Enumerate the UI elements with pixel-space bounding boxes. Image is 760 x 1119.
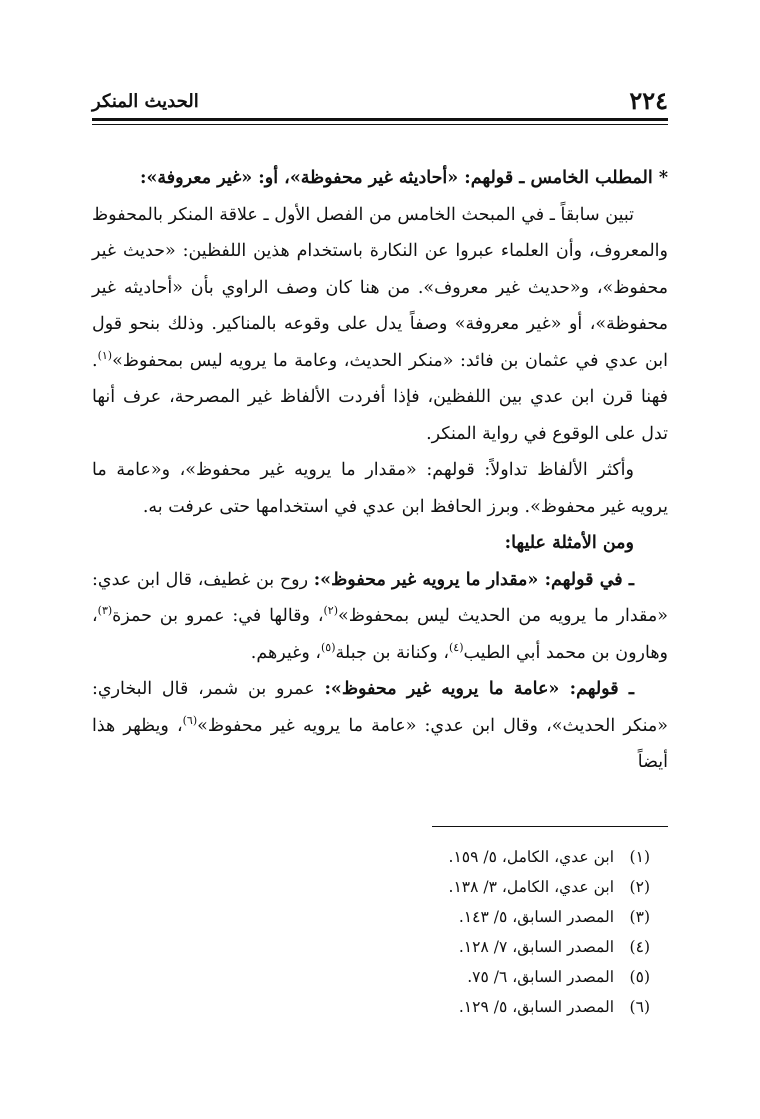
paragraph-1-text: تبين سابقاً ـ في المبحث الخامس من الفصل الأول ـ علاقة المنكر بالمحفوظ والمعروف، وأن العلماء عبروا عن النكارة باستخدام هذين اللفظين: «حديث غير محفوظ»، و«حديث غير معروف». من هنا كان وصف الراوي بأن «أحاديثه غير محفوظة»، أو «غير معروفة» وصفاً يدل على وقوعه بالمناكير. وذلك بنحو قول ابن عدي في عثمان بن فائد: «منكر الحديث، وعامة ما يرويه ليس بمحفوظ» xyxy=(92,204,668,371)
examples-heading: ومن الأمثلة عليها: xyxy=(504,533,634,553)
example-1-label: ـ في قولهم: «مقدار ما يرويه غير محفوظ»: xyxy=(313,569,634,590)
footnote-number: (٢) xyxy=(629,878,650,896)
footnote-item xyxy=(250,962,650,992)
example-1-text-b: ، وقالها في: عمرو بن حمزة xyxy=(112,606,324,626)
header-rule-thick xyxy=(92,118,668,121)
footnote-ref-4: (٤) xyxy=(448,640,464,654)
footnote-number: (١) xyxy=(629,848,650,866)
example-2-text-b: ، ويظهر هذا أيضاً xyxy=(92,715,668,772)
heading-star-marker: * xyxy=(658,168,668,188)
footnote-number: (٦) xyxy=(629,998,650,1016)
section-heading xyxy=(92,160,668,197)
example-1-text-e: ، وغيرهم. xyxy=(250,642,321,663)
footnote-item xyxy=(250,932,650,962)
footnote-text: المصدر السابق، ٧/ ١٢٨. xyxy=(458,938,614,956)
example-1-text-c: ، وهارون بن محمد أبي الطيب xyxy=(92,606,668,663)
footnote-item xyxy=(250,902,650,932)
footnote-ref-6: (٦) xyxy=(182,713,198,727)
paragraph-1 xyxy=(92,197,668,453)
footnote-text: المصدر السابق، ٥/ ١٢٩. xyxy=(458,998,614,1016)
footnote-number: (٥) xyxy=(629,968,650,986)
example-1-text-d: ، وكنانة بن جبلة xyxy=(335,642,449,663)
footnote-separator xyxy=(432,826,668,827)
main-text xyxy=(92,160,668,781)
running-title: الحديث المنكر xyxy=(92,91,199,112)
footnotes-list xyxy=(250,842,650,1022)
example-1-text-a: روح بن غطيف، قال ابن عدي: «مقدار ما يرويه من الحديث ليس بمحفوظ» xyxy=(92,569,668,626)
footnote-item xyxy=(250,992,650,1022)
paragraph-1-end: . فهنا قرن ابن عدي بين اللفظين، فإذا أفردت الألفاظ غير المصرحة، عرف أنها تدل على الوقوع في رواية المنكر. xyxy=(92,350,668,444)
footnote-ref-1: (١) xyxy=(97,348,113,362)
page-number: ٢٢٤ xyxy=(629,86,668,115)
section-heading-text: المطلب الخامس ـ قولهم: «أحاديثه غير محفوظة»، أو: «غير معروفة»: xyxy=(140,168,653,188)
paragraph-2: وأكثر الألفاظ تداولاً: قولهم: «مقدار ما يرويه غير محفوظ»، و«عامة ما يرويه غير محفوظ». وبرز الحافظ ابن عدي في استخدامها حتى عرفت به. xyxy=(92,460,668,517)
footnote-text: المصدر السابق، ٦/ ٧٥. xyxy=(467,968,614,986)
footnote-item xyxy=(250,872,650,902)
footnote-ref-3: (٣) xyxy=(97,604,113,618)
header-rule-thin xyxy=(92,124,668,125)
page-header xyxy=(92,80,668,116)
example-2-label: ـ قولهم: «عامة ما يرويه غير محفوظ»: xyxy=(324,679,634,699)
footnote-number: (٣) xyxy=(629,908,650,926)
footnote-ref-5: (٥) xyxy=(321,640,336,654)
footnote-text: ابن عدي، الكامل، ٣/ ١٣٨. xyxy=(448,878,614,896)
footnote-text: المصدر السابق، ٥/ ١٤٣. xyxy=(458,908,614,926)
footnote-text: ابن عدي، الكامل، ٥/ ١٥٩. xyxy=(448,848,614,866)
example-2-text-a: عمرو بن شمر، قال البخاري: «منكر الحديث»، وقال ابن عدي: «عامة ما يرويه غير محفوظ» xyxy=(92,679,669,736)
footnote-number: (٤) xyxy=(629,938,650,956)
footnote-ref-2: (٢) xyxy=(323,604,339,618)
footnote-item xyxy=(250,842,650,872)
example-1 xyxy=(92,562,668,672)
example-2 xyxy=(92,671,668,781)
